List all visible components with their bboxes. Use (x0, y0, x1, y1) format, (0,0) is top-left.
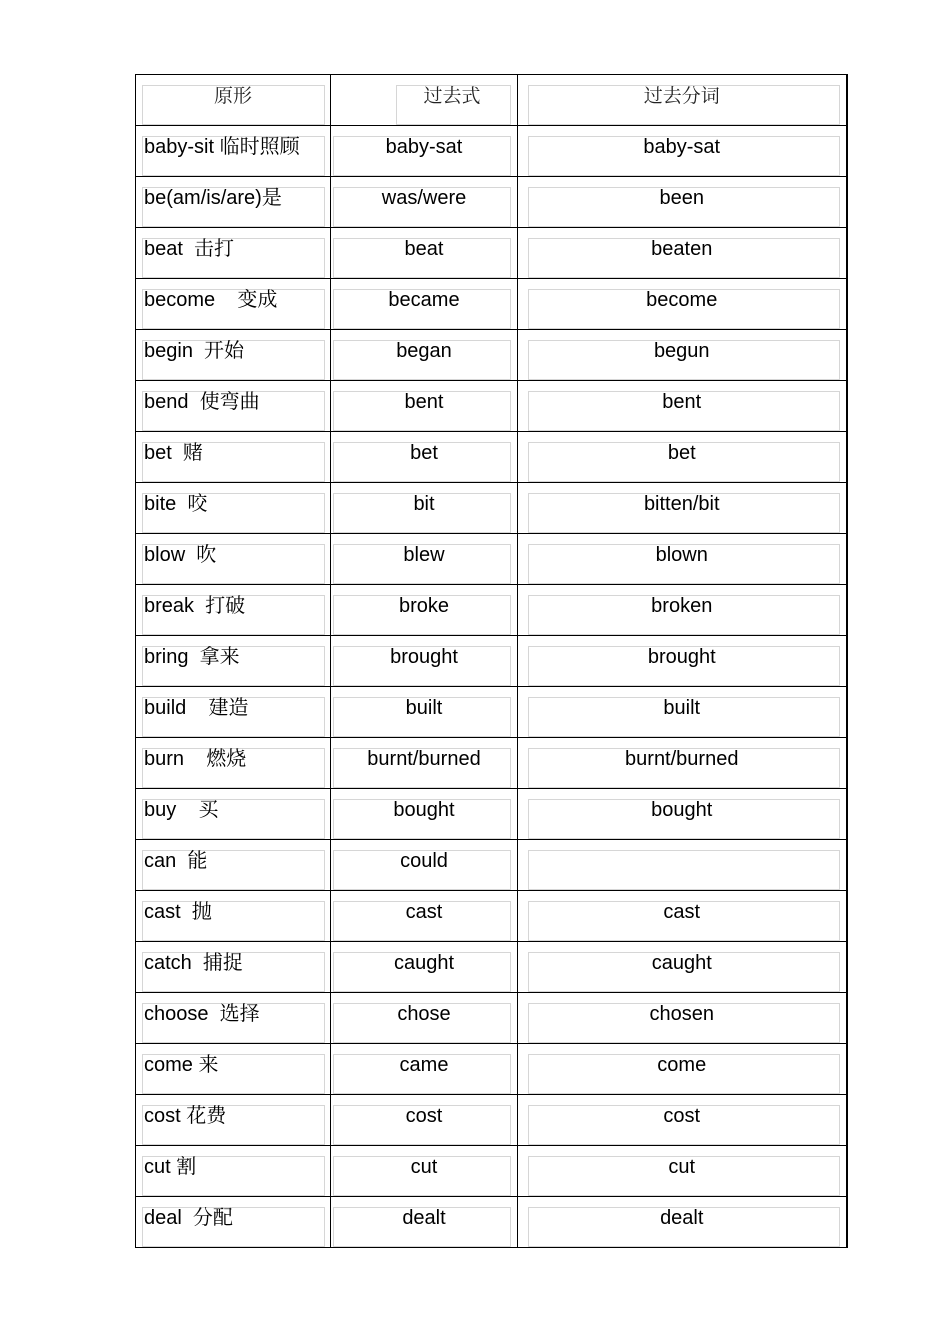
cell-past-tense (331, 126, 518, 177)
cell-past-participle (518, 330, 847, 381)
cell-base-form (136, 177, 331, 228)
cell-past-participle-text: chosen (649, 1003, 714, 1025)
cell-past-participle (518, 177, 847, 228)
cell-past-tense-text: broke (398, 595, 450, 617)
cell-past-participle (518, 738, 847, 789)
cell-past-participle-text: cast (663, 901, 701, 923)
cell-base-form-text: build 建造 (144, 697, 249, 719)
table-row (136, 636, 847, 687)
cell-past-tense (331, 1197, 518, 1248)
table-row (136, 687, 847, 738)
cell-base-form (136, 483, 331, 534)
table-row (136, 432, 847, 483)
cell-base-form (136, 228, 331, 279)
cell-past-tense (331, 942, 518, 993)
cell-past-participle-text: beaten (651, 238, 713, 260)
cell-base-form (136, 381, 331, 432)
cell-past-tense-text: bit (413, 493, 435, 515)
cell-past-tense-text: was/were (381, 187, 467, 209)
cell-past-participle-text: bitten/bit (643, 493, 720, 515)
cell-past-participle-text: caught (651, 952, 712, 974)
table-row (136, 738, 847, 789)
cell-past-participle (518, 279, 847, 330)
cell-past-participle-text: bet (667, 442, 696, 464)
cell-past-participle-text: come (657, 1054, 707, 1076)
cell-past-participle (518, 1197, 847, 1248)
cell-past-tense (331, 1146, 518, 1197)
cell-past-participle (518, 1146, 847, 1197)
cell-past-tense (331, 483, 518, 534)
cell-base-form-text: catch 捕捉 (144, 952, 243, 974)
cell-past-tense-text: baby-sat (385, 136, 463, 158)
cell-base-form-text: break 打破 (144, 595, 246, 617)
table-row (136, 228, 847, 279)
cell-base-form-text: cost 花费 (144, 1105, 227, 1127)
cell-base-form-text: bite 咬 (144, 493, 208, 515)
cell-past-tense-text: could (400, 850, 448, 872)
cell-past-tense (331, 381, 518, 432)
cell-past-participle (518, 891, 847, 942)
cell-past-participle (518, 636, 847, 687)
cell-past-participle (518, 381, 847, 432)
cell-base-form (136, 534, 331, 585)
cell-past-tense-text: bent (404, 391, 444, 413)
table-row (136, 177, 847, 228)
cell-past-participle-text: baby-sat (643, 136, 721, 158)
cell-past-tense-text: caught (393, 952, 455, 974)
cell-past-participle (518, 840, 847, 891)
cell-base-form-text: baby-sit 临时照顾 (144, 136, 300, 158)
header-past-tense (331, 75, 518, 126)
cell-past-participle (518, 483, 847, 534)
cell-base-form-text: bet 赌 (144, 442, 203, 464)
cell-base-form-text: bring 拿来 (144, 646, 240, 668)
cell-past-participle-text: brought (647, 646, 716, 668)
cell-base-form-text: can 能 (144, 850, 208, 872)
cell-base-form (136, 942, 331, 993)
cell-past-tense-text: became (388, 289, 460, 311)
cell-past-participle-text: cost (663, 1105, 701, 1127)
table-row (136, 1044, 847, 1095)
table-row (136, 534, 847, 585)
cell-base-form-text: choose 选择 (144, 1003, 260, 1025)
table-row (136, 126, 847, 177)
cell-past-participle (518, 585, 847, 636)
cell-past-tense-text: began (396, 340, 452, 362)
table-row (136, 381, 847, 432)
cell-base-form (136, 789, 331, 840)
cell-past-participle (518, 687, 847, 738)
cell-past-participle (518, 1044, 847, 1095)
cell-past-tense-text: chose (397, 1003, 451, 1025)
table-row (136, 279, 847, 330)
cell-past-tense-text: cast (405, 901, 443, 923)
cell-base-form (136, 636, 331, 687)
cell-past-tense (331, 993, 518, 1044)
cell-base-form (136, 585, 331, 636)
table-row (136, 942, 847, 993)
cell-past-participle (518, 1095, 847, 1146)
cell-past-tense-text: cut (410, 1156, 438, 1178)
cell-base-form (136, 840, 331, 891)
irregular-verbs-table (135, 74, 848, 1248)
cell-past-tense-text: beat (404, 238, 444, 260)
table-row (136, 1095, 847, 1146)
header-past-participle-label: 过去分词 (643, 85, 720, 107)
cell-past-tense (331, 1044, 518, 1095)
cell-base-form (136, 1095, 331, 1146)
cell-past-tense-text: cost (405, 1105, 443, 1127)
cell-past-tense (331, 432, 518, 483)
cell-past-participle-text: broken (651, 595, 713, 617)
cell-base-form (136, 330, 331, 381)
cell-past-participle-text: blown (655, 544, 708, 566)
table-row (136, 483, 847, 534)
cell-past-tense-text: built (405, 697, 443, 719)
cell-past-participle-text: become (646, 289, 718, 311)
cell-base-form-text: be(am/is/are)是 (144, 187, 282, 209)
cell-base-form-text: burn 燃烧 (144, 748, 247, 770)
cell-past-tense-text: brought (390, 646, 458, 668)
cell-past-tense-text: blew (403, 544, 445, 566)
header-base-form (136, 75, 331, 126)
table-row (136, 993, 847, 1044)
cell-base-form-text: begin 开始 (144, 340, 245, 362)
cell-past-participle (518, 228, 847, 279)
cell-base-form (136, 432, 331, 483)
cell-past-participle-text: dealt (660, 1207, 704, 1229)
cell-base-form-text: cast 抛 (144, 901, 212, 923)
cell-past-participle (518, 534, 847, 585)
cell-base-form (136, 1044, 331, 1095)
cell-past-tense (331, 840, 518, 891)
cell-base-form (136, 1146, 331, 1197)
table-row (136, 840, 847, 891)
cell-past-tense (331, 789, 518, 840)
header-base-form-label: 原形 (213, 85, 252, 107)
cell-past-tense-text: dealt (402, 1207, 446, 1229)
cell-base-form (136, 891, 331, 942)
cell-past-participle (518, 789, 847, 840)
cell-base-form-text: blow 吹 (144, 544, 217, 566)
table-row (136, 789, 847, 840)
cell-base-form-text: become 变成 (144, 289, 278, 311)
header-past-tense-label: 过去式 (423, 85, 481, 107)
cell-base-form (136, 126, 331, 177)
cell-base-form (136, 1197, 331, 1248)
cell-base-form (136, 993, 331, 1044)
cell-past-tense (331, 330, 518, 381)
cell-past-participle-text: been (659, 187, 704, 209)
cell-past-tense (331, 279, 518, 330)
table-row (136, 330, 847, 381)
cell-past-tense-text: bought (393, 799, 455, 821)
cell-past-tense-text: burnt/burned (367, 748, 481, 770)
cell-past-tense (331, 585, 518, 636)
cell-past-tense-text: bet (410, 442, 438, 464)
cell-past-participle-text: cut (668, 1156, 696, 1178)
header-past-participle (518, 75, 847, 126)
cell-base-form (136, 279, 331, 330)
cell-base-form-text: cut 割 (144, 1156, 197, 1178)
table-row (136, 891, 847, 942)
cell-past-participle-text: bent (662, 391, 702, 413)
cell-past-tense (331, 636, 518, 687)
table-row (136, 1146, 847, 1197)
cell-past-participle (518, 993, 847, 1044)
cell-past-participle-text: burnt/burned (625, 748, 739, 770)
cell-past-tense (331, 738, 518, 789)
table-row (136, 1197, 847, 1248)
cell-past-participle (518, 942, 847, 993)
cell-past-participle-text: bought (651, 799, 713, 821)
cell-past-tense (331, 177, 518, 228)
cell-base-form-text: beat 击打 (144, 238, 235, 260)
cell-past-participle-text: built (663, 697, 701, 719)
cell-past-tense (331, 228, 518, 279)
cell-past-tense (331, 891, 518, 942)
table-row (136, 585, 847, 636)
cell-past-participle (518, 432, 847, 483)
cell-past-tense (331, 687, 518, 738)
cell-base-form-text: come 来 (144, 1054, 219, 1076)
cell-past-tense (331, 1095, 518, 1146)
cell-past-participle-text: begun (653, 340, 710, 362)
table-header-row (136, 75, 847, 126)
cell-base-form-text: buy 买 (144, 799, 219, 821)
cell-base-form-text: bend 使弯曲 (144, 391, 260, 413)
cell-base-form-text: deal 分配 (144, 1207, 233, 1229)
cell-past-participle (518, 126, 847, 177)
cell-base-form (136, 738, 331, 789)
cell-past-tense (331, 534, 518, 585)
cell-past-tense-text: came (399, 1054, 449, 1076)
cell-base-form (136, 687, 331, 738)
